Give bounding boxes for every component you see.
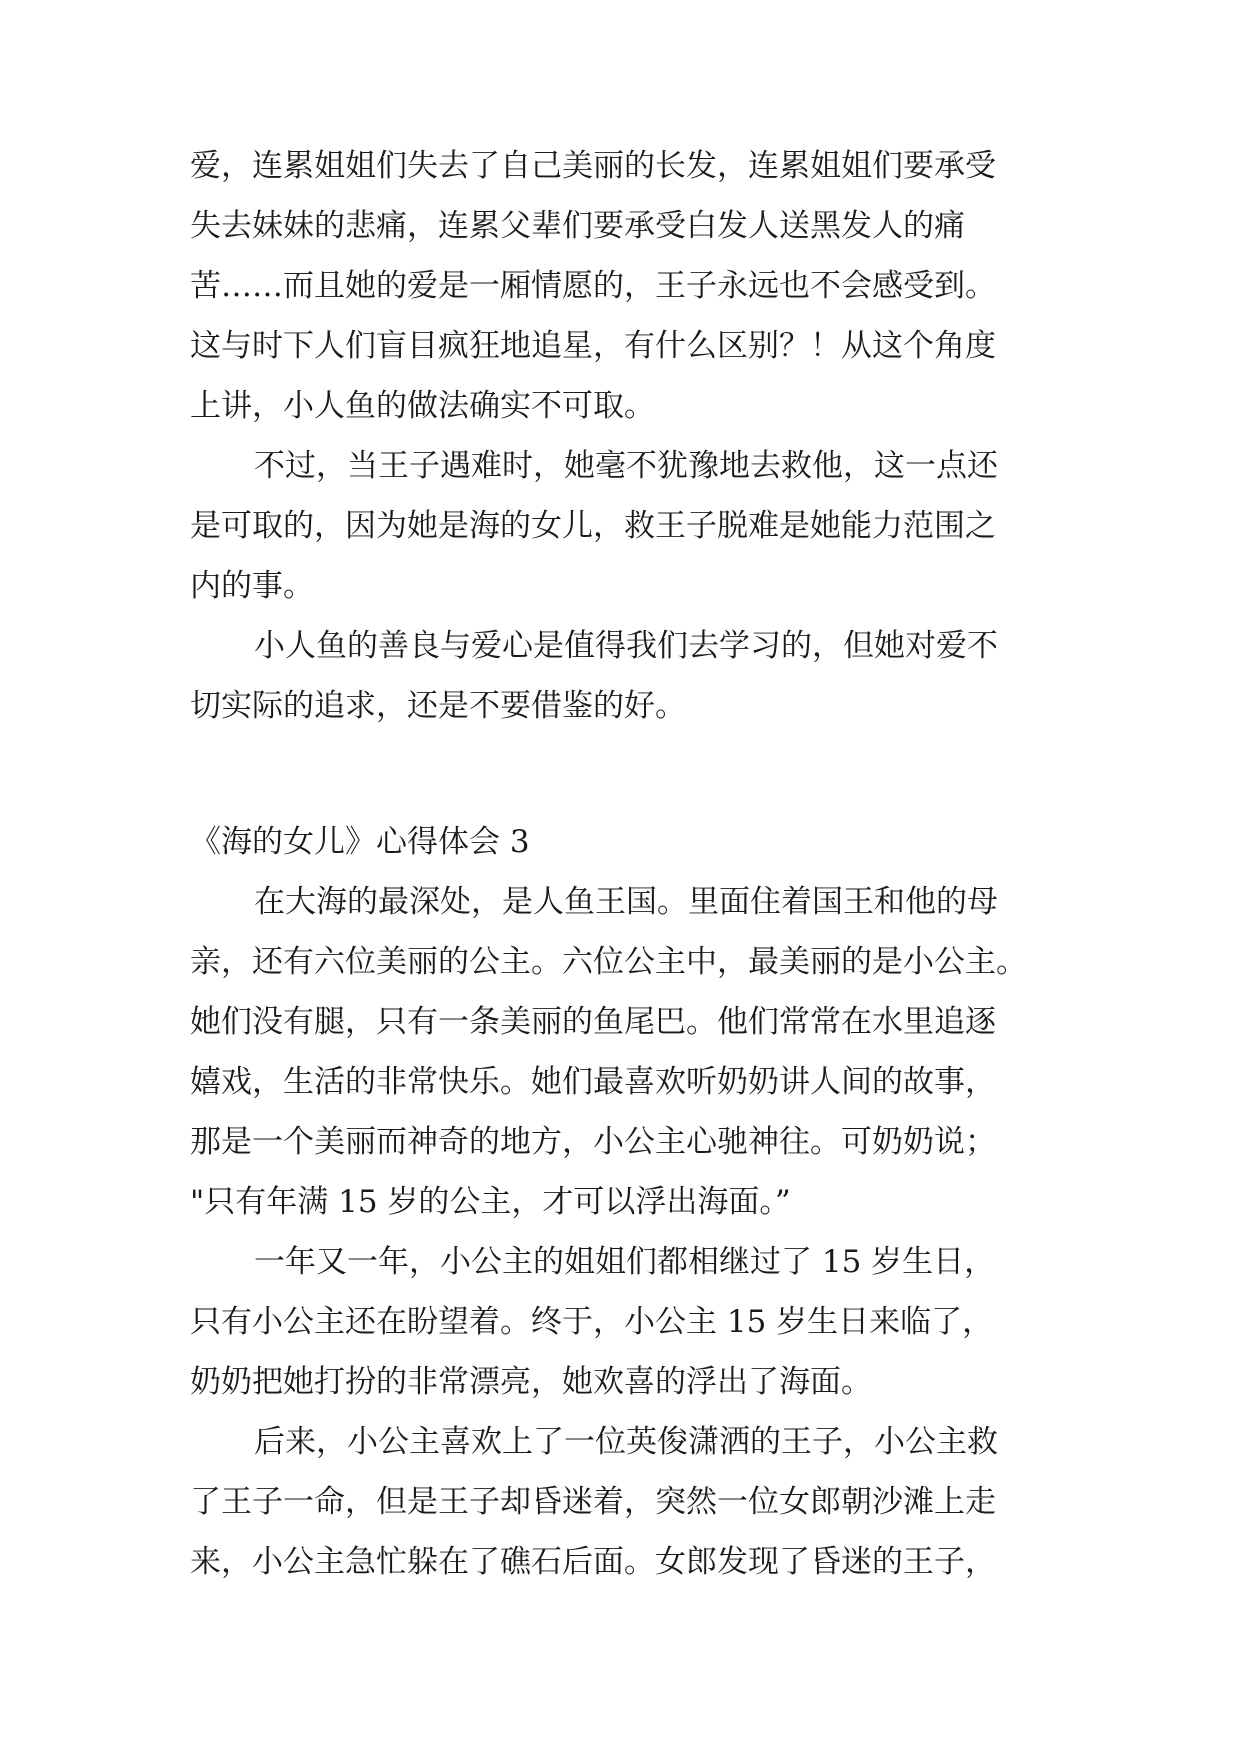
text-line: 失去妹妹的悲痛，连累父辈们要承受白发人送黑发人的痛 [190,208,965,244]
text-line: 亲，还有六位美丽的公主。六位公主中，最美丽的是小公主。 [190,944,1027,980]
paragraph-5 [190,1232,1070,1412]
text-line: 那是一个美丽而神奇的地方，小公主心驰神往。可奶奶说； [190,1124,996,1160]
document-page [190,136,1070,1592]
text-line: 爱，连累姐姐们失去了自己美丽的长发，连累姐姐们要承受 [190,148,996,184]
paragraph-2 [190,436,1070,616]
text-line: 只有小公主还在盼望着。终于，小公主 15 岁生日来临了， [190,1304,994,1340]
text-line: 这与时下人们盲目疯狂地追星，有什么区别？！从这个角度 [190,328,996,364]
paragraph-gap [190,736,1070,796]
paragraph-6 [190,1412,1070,1592]
text-line: 嬉戏，生活的非常快乐。她们最喜欢听奶奶讲人间的故事， [190,1064,996,1100]
text-line: "只有年满 15 岁的公主，才可以浮出海面。” [190,1184,791,1220]
paragraph-4 [190,872,1070,1232]
text-line: 后来，小公主喜欢上了一位英俊潇洒的王子，小公主救 [254,1424,998,1460]
text-line: 她们没有腿，只有一条美丽的鱼尾巴。他们常常在水里追逐 [190,1004,996,1040]
text-line: 内的事。 [190,568,314,604]
section-title: 《海的女儿》心得体会 3 [190,824,530,860]
text-line: 上讲，小人鱼的做法确实不可取。 [190,388,655,424]
paragraph-3 [190,616,1070,736]
text-line: 来，小公主急忙躲在了礁石后面。女郎发现了昏迷的王子， [190,1544,996,1580]
text-line: 是可取的，因为她是海的女儿，救王子脱难是她能力范围之 [190,508,996,544]
text-line: 切实际的追求，还是不要借鉴的好。 [190,688,686,724]
text-line: 在大海的最深处，是人鱼王国。里面住着国王和他的母 [254,884,998,920]
paragraph-1 [190,136,1070,436]
text-line: 小人鱼的善良与爱心是值得我们去学习的，但她对爱不 [254,628,998,664]
text-line: 奶奶把她打扮的非常漂亮，她欢喜的浮出了海面。 [190,1364,872,1400]
text-line: 了王子一命，但是王子却昏迷着，突然一位女郎朝沙滩上走 [190,1484,996,1520]
text-line: 不过，当王子遇难时，她毫不犹豫地去救他，这一点还 [254,448,998,484]
text-line: 苦……而且她的爱是一厢情愿的，王子永远也不会感受到。 [190,268,996,304]
text-line: 一年又一年，小公主的姐姐们都相继过了 15 岁生日， [254,1244,996,1280]
